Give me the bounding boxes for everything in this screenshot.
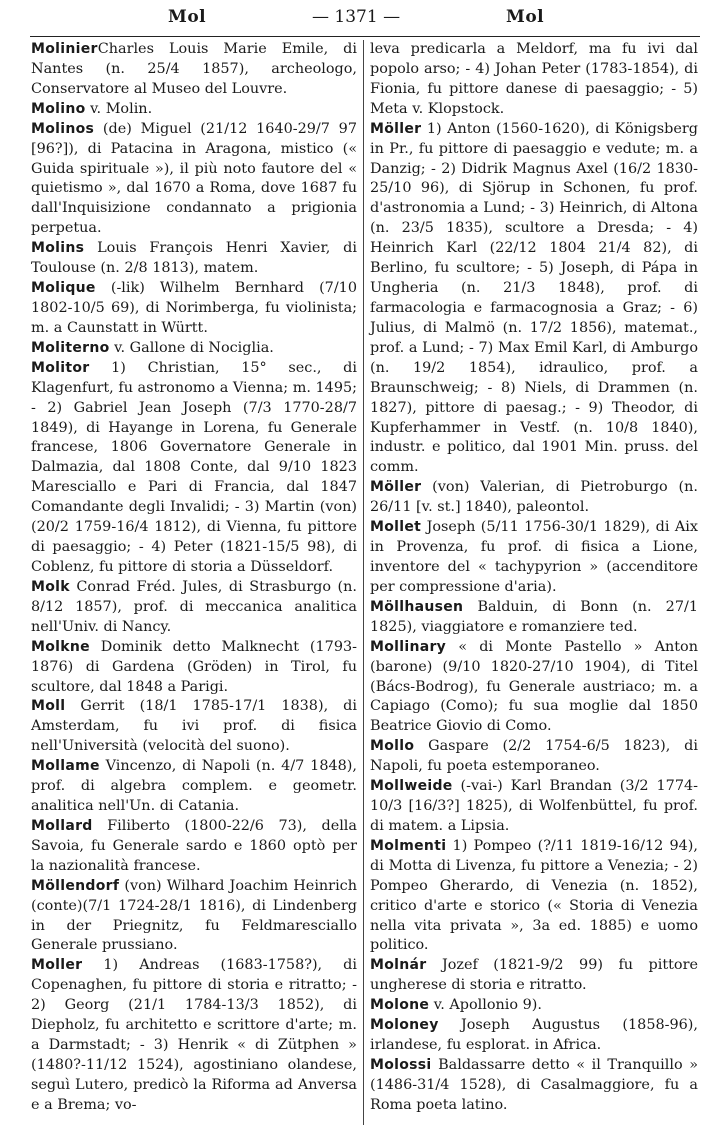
entry-text: (-lik) Wilhelm Bernhard (7/10 1802-10/5 69), di Norimberga, fu violinista; m. a Caunstatt in Württ. <box>31 280 357 336</box>
entry-text: Joseph (5/11 1756-30/1 1829), di Aix in Provenza, fu prof. di fisica a Lione, inventore del « tachypyrion » (accenditore per compressione d'aria). <box>370 519 698 595</box>
entry-headword: Molmenti <box>370 837 447 854</box>
entry-headword: Molnár <box>370 957 427 974</box>
entry-headword: Molone <box>370 997 430 1014</box>
entry-headword: Moliterno <box>31 339 110 356</box>
entry-headword: Mollard <box>31 817 93 834</box>
dictionary-entry <box>370 478 698 518</box>
dictionary-entry <box>31 339 357 359</box>
entry-text: Balduin, di Bonn (n. 27/1 1825), viaggiatore e romanziere ted. <box>370 598 698 635</box>
entry-headword: Mollo <box>370 738 415 755</box>
entry-headword: Mollweide <box>370 778 453 795</box>
dictionary-entry <box>370 1056 698 1116</box>
entry-text: Dominik detto Malknecht (1793-1876) di Gardena (Gröden) in Tirol, fu scultore, dal 1848 a Parigi. <box>31 638 357 695</box>
entry-text: Jozef (1821-9/2 99) fu pittore ungherese di storia e ritratto. <box>370 957 698 994</box>
page-header <box>0 0 718 34</box>
dictionary-entry <box>31 239 357 279</box>
entry-headword: Molins <box>31 240 85 257</box>
entry-headword: Moller <box>31 957 83 974</box>
dictionary-entry <box>31 697 357 757</box>
entry-text: « di Monte Pastello » Anton (barone) (9/10 1820-27/10 1904), di Titel (Bács-Bodrog), fu Generale austriaco; m. a Capiago (Como); fu sua moglie dal 1850 Beatrice Giovio di Como. <box>370 638 698 735</box>
entry-headword: Möllendorf <box>31 877 120 894</box>
entry-text: 1) Andreas (1683-1758?), di Copenaghen, fu pittore di storia e ritratto; - 2) Georg (21/1 1784-13/3 1852), di Diepholz, fu architetto e scrittore d'arte; m. a Darmstadt; - 3) Henrik « di Zütphen » (1480?-11/12 1524), agostiniano olandese, seguì Lutero, predicò la Riforma ad Anversa e a Brema; vo- <box>31 957 357 1113</box>
entry-text: Gaspare (2/2 1754-6/5 1823), di Napoli, fu poeta estemporaneo. <box>370 738 698 775</box>
entry-text: leva predicarla a Meldorf, ma fu ivi dal popolo arso; - 4) Johan Peter (1783-1854), di Fionia, fu pittore danese di paesaggio; - 5) Meta v. Klopstock. <box>370 41 698 117</box>
running-head-right: Mol <box>506 7 545 27</box>
dictionary-entry <box>31 100 357 120</box>
dictionary-entry <box>31 359 357 578</box>
dictionary-entry <box>31 956 357 1115</box>
entry-headword: Mollet <box>370 519 422 536</box>
entry-text: Charles Louis Marie Emile, di Nantes (n. 25/4 1857), archeologo, Conservatore al Museo del Louvre. <box>31 41 357 97</box>
page-number: — 1371 — <box>312 7 401 27</box>
dictionary-entry <box>31 578 357 638</box>
dictionary-entry <box>31 757 357 817</box>
entry-text: Louis François Henri Xavier, di Toulouse (n. 2/8 1813), matem. <box>31 240 357 277</box>
dictionary-entry <box>370 837 698 957</box>
entry-headword: Molkne <box>31 638 90 655</box>
entry-headword: Molk <box>31 578 70 595</box>
dictionary-entry <box>370 777 698 837</box>
entry-headword: Molino <box>31 100 86 117</box>
entry-headword: Molique <box>31 280 96 297</box>
entry-text: v. Molin. <box>85 100 153 117</box>
entry-headword: Möller <box>370 479 422 496</box>
entry-text: Gerrit (18/1 1785-17/1 1838), di Amsterdam, fu ivi prof. di fisica nell'Università (velocità del suono). <box>31 698 357 755</box>
entry-text: (von) Valerian, di Pietroburgo (n. 26/11 [v. st.] 1840), paleontol. <box>370 479 698 516</box>
entry-text: Vincenzo, di Napoli (n. 4/7 1848), prof. di algebra complem. e geometr. analitica nell'Un. di Catania. <box>31 758 357 815</box>
dictionary-entry <box>370 120 698 479</box>
left-column <box>31 40 357 1116</box>
dictionary-entry <box>370 1016 698 1056</box>
dictionary-entry <box>31 120 357 240</box>
dictionary-entry <box>31 638 357 698</box>
entry-text: (von) Wilhard Joachim Heinrich (conte)(7/1 1724-28/1 1816), di Lindenberg in der Priegnitz, fu Feldmaresciallo Generale prussiano. <box>31 877 357 954</box>
entry-headword: Mollinary <box>370 638 447 655</box>
dictionary-entry <box>31 877 357 957</box>
entry-headword: Moll <box>31 698 66 715</box>
dictionary-entry <box>370 737 698 777</box>
entry-headword: Molitor <box>31 359 90 376</box>
entry-text: (de) Miguel (21/12 1640-29/7 97 [96?]), di Patacina in Aragona, mistico (« Guida spirituale »), il più noto fautore del « quietismo », dal 1670 a Roma, dove 1687 fu dall'Inquisizione condannato a prigionia perpetua. <box>31 120 357 237</box>
dictionary-entry <box>370 956 698 996</box>
dictionary-entry <box>31 40 357 100</box>
entry-text: 1) Christian, 15° sec., di Klagenfurt, fu astronomo a Vienna; m. 1495; - 2) Gabriel Jean Joseph (7/3 1770-28/7 1849), di Hayange in Lorena, fu Generale francese, 1806 Governatore Generale in Dalmazia, dal 1808 Conte, dal 9/10 1823 Maresciallo e Pari di Francia, dal 1847 Comandante degli Invalidi; - 3) Martin (von) (20/2 1759-16/4 1812), di Vienna, fu pittore di paesaggio; - 4) Peter (1821-15/5 98), di Coblenz, fu pittore di storia a Düsseldorf. <box>31 359 357 575</box>
dictionary-entry <box>31 279 357 339</box>
dictionary-entry <box>370 40 698 120</box>
dictionary-entry <box>370 518 698 598</box>
header-rule <box>30 36 700 37</box>
entry-text: Joseph Augustus (1858-96), irlandese, fu esplorat. in Africa. <box>370 1017 698 1054</box>
entry-text: Baldassarre detto « il Tranquillo » (1486-31/4 1528), di Casalmaggiore, fu a Roma poeta latino. <box>370 1057 698 1113</box>
entry-headword: Molinos <box>31 120 95 137</box>
entry-text: Filiberto (1800-22/6 73), della Savoia, fu Generale sardo e 1860 optò per la nazionalità francese. <box>31 817 357 874</box>
entry-headword: Molossi <box>370 1057 432 1074</box>
column-divider <box>363 40 364 1125</box>
entry-text: 1) Anton (1560-1620), di Königsberg in Pr., fu pittore di paesaggio e vedute; m. a Danzig; - 2) Didrik Magnus Axel (16/2 1830-25/10 96), di Sjörup in Schonen, fu prof. d'astronomia a Lund; - 3) Heinrich, di Altona (n. 23/5 1835), scultore a Dresda; - 4) Heinrich Karl (22/12 1804 21/4 82), di Berlino, fu scultore; - 5) Joseph, di Pápa in Ungheria (n. 21/3 1848), prof. di farmacologia e farmacognosia a Graz; - 6) Julius, di Malmö (n. 17/2 1856), matemat., prof. a Lund; - 7) Max Emil Karl, di Amburgo (n. 19/2 1854), idraulico, prof. a Braunschweig; - 8) Niels, di Drammen (n. 1827), pittore di paesag.; - 9) Theodor, di Kupferhammer in Vestf. (n. 10/8 1840), industr. e politico, dal 1901 Min. pruss. del comm. <box>370 120 698 476</box>
entry-text: (-vai-) Karl Brandan (3/2 1774-10/3 [16/3?] 1825), di Wolfenbüttel, fu prof. di matem. a Lipsia. <box>370 778 698 834</box>
right-column <box>370 40 698 1116</box>
entry-headword: Molinier <box>31 41 98 57</box>
dictionary-entry <box>370 996 698 1016</box>
entry-headword: Möllhausen <box>370 598 464 615</box>
dictionary-entry <box>370 598 698 638</box>
running-head-left: Mol <box>168 7 207 27</box>
dictionary-entry <box>370 638 698 738</box>
entry-headword: Moloney <box>370 1017 439 1034</box>
entry-headword: Mollame <box>31 758 100 775</box>
dictionary-entry <box>31 817 357 877</box>
entry-text: 1) Pompeo (?/11 1819-16/12 94), di Motta di Livenza, fu pittore a Venezia; - 2) Pompeo Gherardo, di Venezia (n. 1852), critico d'arte e storico (« Storia di Venezia nella vita privata », 3a ed. 1885) e uomo politico. <box>370 837 698 954</box>
entry-text: Conrad Fréd. Jules, di Strasburgo (n. 8/12 1857), prof. di meccanica analitica nell'Univ. di Nancy. <box>31 578 357 635</box>
entry-text: v. Gallone di Nociglia. <box>109 339 274 356</box>
entry-headword: Möller <box>370 120 422 137</box>
entry-text: v. Apollonio 9). <box>429 997 542 1014</box>
